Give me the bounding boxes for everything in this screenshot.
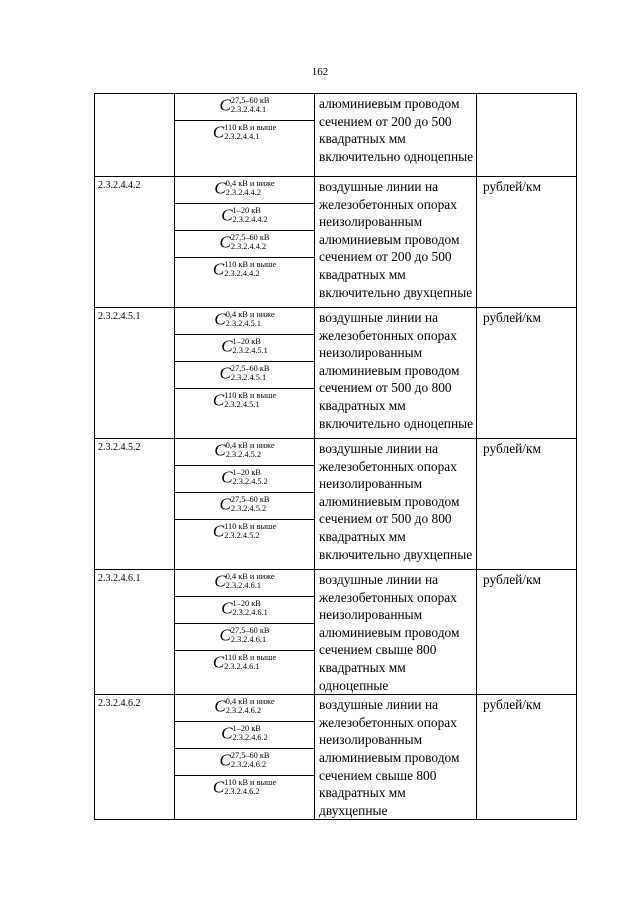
rate-index: 2.3.2.4.5.2 — [230, 504, 267, 513]
rate-index: 2.3.2.4.6.2 — [232, 733, 268, 743]
rate-symbol — [175, 778, 314, 796]
rate-symbol — [175, 206, 314, 224]
rate-index: 2.3.2.4.4.1 — [230, 105, 267, 114]
rate-index: 2.3.2.4.6.1 — [230, 635, 267, 644]
rate-cells — [175, 94, 315, 177]
rate-voltage-class: 110 кВ и выше — [224, 391, 277, 400]
row-unit: рублей/км — [477, 308, 577, 439]
rate-line — [175, 695, 314, 721]
rate-line — [175, 596, 314, 623]
rate-scripts — [231, 751, 270, 769]
rate-scripts — [224, 778, 276, 796]
row-unit — [477, 94, 577, 177]
rate-index: 2.3.2.4.6.1 — [232, 608, 268, 617]
rate-index: 2.3.2.4.6.2 — [225, 706, 262, 716]
rate-scripts — [231, 626, 270, 644]
rate-symbol-letter: C — [212, 390, 225, 410]
rate-symbol — [175, 653, 314, 671]
rate-line — [175, 388, 314, 415]
rate-symbol-letter: C — [219, 625, 231, 645]
rate-symbol — [175, 96, 314, 114]
rate-symbol-letter: C — [214, 696, 226, 716]
rate-symbol-letter: C — [219, 95, 231, 115]
rate-voltage-class: 0,4 кВ и ниже — [225, 310, 275, 319]
rate-voltage-class: 110 кВ и выше — [224, 522, 277, 531]
rate-symbol — [175, 310, 314, 328]
table-row — [95, 570, 577, 695]
rate-scripts — [233, 468, 268, 486]
rate-cells — [175, 177, 315, 308]
rate-index: 2.3.2.4.5.2 — [232, 477, 268, 486]
rate-scripts — [233, 206, 268, 224]
rate-line — [175, 361, 314, 388]
rate-line — [175, 308, 314, 334]
rate-symbol — [175, 495, 314, 513]
tariff-table — [94, 93, 577, 820]
rate-index: 2.3.2.4.6.1 — [225, 581, 262, 590]
rate-line — [175, 439, 314, 465]
rate-voltage-class: 1–20 кВ — [232, 724, 261, 734]
rate-symbol-letter: C — [214, 178, 226, 198]
rate-scripts — [231, 233, 270, 251]
rate-line — [175, 623, 314, 650]
rate-symbol — [175, 468, 314, 486]
rate-symbol-letter: C — [212, 777, 225, 797]
rate-index: 2.3.2.4.4.2 — [232, 215, 268, 224]
rate-voltage-class: 27,5–60 кВ — [230, 364, 270, 373]
rate-voltage-class: 110 кВ и выше — [224, 778, 277, 788]
rate-scripts — [231, 495, 270, 513]
rate-symbol-letter: C — [214, 309, 226, 329]
table-row — [95, 308, 577, 439]
rate-scripts — [224, 260, 276, 278]
rate-voltage-class: 1–20 кВ — [232, 599, 261, 608]
rate-symbol-letter: C — [219, 363, 231, 383]
rate-index: 2.3.2.4.5.1 — [225, 319, 262, 328]
rate-scripts — [224, 123, 276, 141]
rate-index: 2.3.2.4.6.1 — [224, 662, 260, 671]
rate-voltage-class: 0,4 кВ и ниже — [225, 441, 275, 450]
row-code: 2.3.2.4.6.2 — [95, 695, 175, 820]
rate-line — [175, 465, 314, 492]
rate-line — [175, 230, 314, 257]
rate-symbol — [175, 751, 314, 769]
row-description: воздушные линии на железобетонных опорах неизолированным алюминиевым проводом сечением от 500 до 800 квадратных мм включительно одноцепные — [315, 308, 477, 439]
rate-voltage-class: 0,4 кВ и ниже — [225, 179, 275, 188]
rate-scripts — [231, 364, 270, 382]
rate-scripts — [226, 179, 275, 197]
rate-symbol-letter: C — [221, 598, 233, 618]
rate-index: 2.3.2.4.4.2 — [224, 269, 260, 278]
rate-index: 2.3.2.4.4.2 — [230, 242, 267, 251]
rate-line — [175, 775, 314, 802]
row-code: 2.3.2.4.4.2 — [95, 177, 175, 308]
rate-voltage-class: 27,5–60 кВ — [230, 233, 270, 242]
rate-voltage-class: 27,5–60 кВ — [230, 495, 270, 504]
page-number: 162 — [311, 66, 329, 78]
rate-symbol — [175, 599, 314, 617]
row-description: воздушные линии на железобетонных опорах неизолированным алюминиевым проводом сечением от 200 до 500 квадратных мм включительно двухцепные — [315, 177, 477, 308]
row-unit: рублей/км — [477, 177, 577, 308]
rate-symbol — [175, 441, 314, 459]
rate-symbol-letter: C — [221, 205, 233, 225]
table-row — [95, 94, 577, 177]
rate-index: 2.3.2.4.4.1 — [224, 132, 260, 141]
rate-line — [175, 519, 314, 546]
row-description: воздушные линии на железобетонных опорах неизолированным алюминиевым проводом сечением от 500 до 800 квадратных мм включительно двухцепные — [315, 439, 477, 570]
rate-voltage-class: 1–20 кВ — [232, 206, 261, 215]
rate-voltage-class: 110 кВ и выше — [224, 123, 277, 132]
rate-symbol — [175, 626, 314, 644]
rate-line — [175, 492, 314, 519]
rate-symbol-letter: C — [219, 750, 231, 770]
rate-symbol — [175, 123, 314, 141]
rate-voltage-class: 0,4 кВ и ниже — [225, 697, 275, 707]
rate-scripts — [233, 599, 268, 617]
row-code: 2.3.2.4.6.1 — [95, 570, 175, 695]
rate-voltage-class: 27,5–60 кВ — [230, 96, 270, 105]
rate-line — [175, 334, 314, 361]
rate-scripts — [226, 697, 275, 715]
row-code: 2.3.2.4.5.1 — [95, 308, 175, 439]
rate-line — [175, 120, 314, 147]
rate-symbol-letter: C — [219, 232, 231, 252]
rate-scripts — [224, 391, 276, 409]
rate-symbol-letter: C — [214, 571, 226, 591]
rate-cells — [175, 308, 315, 439]
rate-index: 2.3.2.4.5.2 — [225, 450, 262, 459]
row-unit: рублей/км — [477, 439, 577, 570]
rate-index: 2.3.2.4.5.1 — [224, 400, 260, 409]
rate-symbol-letter: C — [221, 723, 233, 743]
rate-voltage-class: 0,4 кВ и ниже — [225, 572, 275, 581]
rate-symbol — [175, 260, 314, 278]
rate-symbol — [175, 697, 314, 715]
rate-line — [175, 203, 314, 230]
rate-scripts — [233, 337, 268, 355]
rate-symbol — [175, 179, 314, 197]
rate-scripts — [231, 96, 270, 114]
rate-voltage-class: 110 кВ и выше — [224, 260, 277, 269]
rate-cells — [175, 570, 315, 695]
rate-scripts — [226, 310, 275, 328]
row-description: воздушные линии на железобетонных опорах неизолированным алюминиевым проводом сечением свыше 800 квадратных мм двухцепные — [315, 695, 477, 820]
rate-scripts — [226, 572, 275, 590]
rate-scripts — [226, 441, 275, 459]
rate-voltage-class: 27,5–60 кВ — [230, 751, 270, 761]
rate-symbol-letter: C — [212, 521, 225, 541]
rate-voltage-class: 110 кВ и выше — [224, 653, 277, 662]
row-description: воздушные линии на железобетонных опорах неизолированным алюминиевым проводом сечением свыше 800 квадратных мм одноцепные — [315, 570, 477, 695]
rate-scripts — [224, 653, 276, 671]
rate-symbol-letter: C — [221, 467, 233, 487]
rate-line — [175, 94, 314, 120]
rate-scripts — [224, 522, 276, 540]
rate-line — [175, 570, 314, 596]
rate-symbol — [175, 391, 314, 409]
rate-line — [175, 748, 314, 775]
rate-symbol — [175, 337, 314, 355]
row-code — [95, 94, 175, 177]
rate-index: 2.3.2.4.5.2 — [224, 531, 260, 540]
rate-index: 2.3.2.4.6.2 — [230, 760, 267, 770]
rate-index: 2.3.2.4.5.1 — [230, 373, 267, 382]
rate-symbol — [175, 572, 314, 590]
rate-symbol — [175, 233, 314, 251]
rate-index: 2.3.2.4.5.1 — [232, 346, 268, 355]
rate-symbol — [175, 364, 314, 382]
rate-line — [175, 257, 314, 284]
tariff-table-body — [95, 94, 577, 820]
rate-symbol-letter: C — [214, 440, 226, 460]
rate-voltage-class: 1–20 кВ — [232, 337, 261, 346]
rate-symbol — [175, 522, 314, 540]
rate-voltage-class: 27,5–60 кВ — [230, 626, 270, 635]
rate-line — [175, 721, 314, 748]
table-row — [95, 177, 577, 308]
table-row — [95, 695, 577, 820]
rate-cells — [175, 695, 315, 820]
row-unit: рублей/км — [477, 695, 577, 820]
rate-voltage-class: 1–20 кВ — [232, 468, 261, 477]
rate-symbol — [175, 724, 314, 742]
rate-symbol-letter: C — [212, 122, 225, 142]
rate-symbol-letter: C — [221, 336, 233, 356]
table-row — [95, 439, 577, 570]
rate-index: 2.3.2.4.4.2 — [225, 188, 262, 197]
rate-line — [175, 650, 314, 677]
rate-symbol-letter: C — [212, 652, 225, 672]
rate-cells — [175, 439, 315, 570]
rate-line — [175, 177, 314, 203]
row-description: алюминиевым проводом сечением от 200 до 500 квадратных мм включительно одноцепные — [315, 94, 477, 177]
rate-symbol-letter: C — [212, 259, 225, 279]
row-unit: рублей/км — [477, 570, 577, 695]
rate-symbol-letter: C — [219, 494, 231, 514]
rate-index: 2.3.2.4.6.2 — [224, 787, 260, 797]
rate-scripts — [233, 724, 268, 742]
row-code: 2.3.2.4.5.2 — [95, 439, 175, 570]
